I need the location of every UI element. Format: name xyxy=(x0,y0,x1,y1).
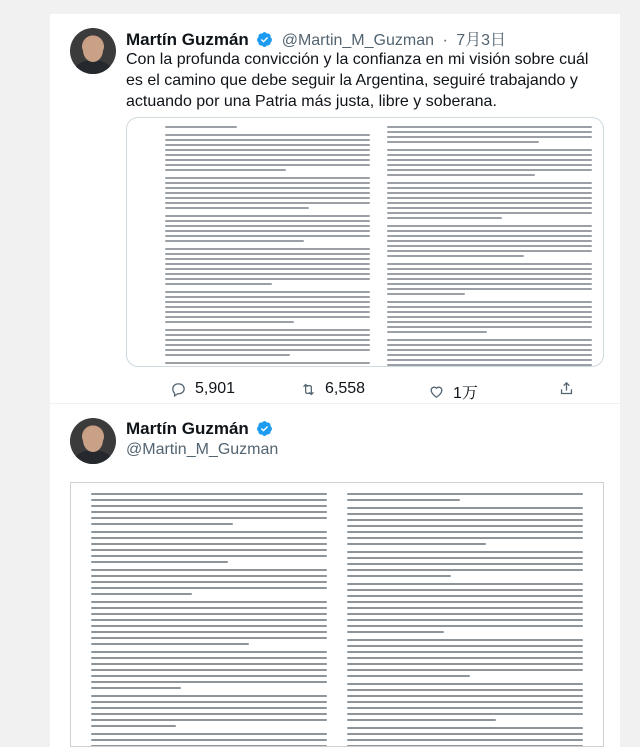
document-text-line xyxy=(165,268,370,270)
document-text-line xyxy=(347,507,583,509)
document-text-line xyxy=(347,695,583,697)
document-text-line xyxy=(165,230,370,232)
document-text-line xyxy=(165,321,294,323)
document-text-line xyxy=(91,675,327,677)
document-text-line xyxy=(91,681,327,683)
document-text-line xyxy=(165,301,370,303)
document-text-line xyxy=(347,669,583,671)
document-text-line xyxy=(347,613,583,615)
document-text-line xyxy=(91,593,192,595)
document-text-line xyxy=(91,587,327,589)
document-text-line xyxy=(165,354,290,356)
document-text-line xyxy=(91,493,327,495)
reply-button[interactable] xyxy=(170,380,235,398)
document-text-line xyxy=(347,531,583,533)
tweet-header xyxy=(126,27,506,50)
document-text-line xyxy=(91,739,327,741)
document-text-line xyxy=(347,739,583,741)
document-text-line xyxy=(347,639,583,641)
document-text-line xyxy=(91,531,327,533)
document-text-line xyxy=(387,207,592,209)
document-preview-card xyxy=(50,404,620,747)
document-text-line xyxy=(165,154,370,156)
document-text-line xyxy=(91,657,327,659)
document-text-line xyxy=(165,197,370,199)
author-name[interactable]: Martín Guzmán xyxy=(126,419,249,438)
document-text-line xyxy=(347,701,583,703)
document-text-line xyxy=(165,149,370,151)
document-text-line xyxy=(347,551,583,553)
document-text-line xyxy=(347,557,583,559)
document-text-line xyxy=(91,575,327,577)
resignation-letter-page xyxy=(70,482,604,747)
document-text-line xyxy=(387,225,592,227)
document-text-line xyxy=(91,505,327,507)
document-text-line xyxy=(387,136,592,138)
document-text-line xyxy=(165,159,370,161)
document-text-line xyxy=(387,250,592,252)
document-text-line xyxy=(165,296,370,298)
document-text-line xyxy=(387,235,592,237)
document-text-line xyxy=(165,202,370,204)
document-text-line xyxy=(91,581,327,583)
document-text-line xyxy=(347,513,583,515)
document-text-line xyxy=(347,719,496,721)
document-text-line xyxy=(387,141,539,143)
document-text-line xyxy=(387,354,592,356)
document-text-line xyxy=(91,651,327,653)
document-text-line xyxy=(165,169,286,171)
document-text-line xyxy=(387,164,592,166)
retweet-button[interactable] xyxy=(300,380,365,398)
document-text-line xyxy=(91,701,327,703)
document-text-line xyxy=(347,499,460,501)
document-text-line xyxy=(165,329,370,331)
document-text-line xyxy=(387,159,592,161)
profile-handle-row xyxy=(126,441,278,459)
document-text-line xyxy=(91,631,327,633)
document-text-line xyxy=(91,707,327,709)
like-button[interactable] xyxy=(428,380,478,403)
document-text-line xyxy=(165,283,272,285)
document-text-line xyxy=(387,349,592,351)
document-text-line xyxy=(91,619,327,621)
document-text-line xyxy=(347,683,583,685)
separator-dot: · xyxy=(442,32,448,49)
document-text-line xyxy=(165,215,370,217)
tweet-date[interactable]: 7月3日 xyxy=(456,32,507,49)
share-button[interactable] xyxy=(558,380,583,397)
document-text-line xyxy=(347,707,583,709)
document-text-line xyxy=(165,144,370,146)
document-text-line xyxy=(347,657,583,659)
document-text-line xyxy=(387,174,535,176)
document-text-line xyxy=(387,359,592,361)
share-icon xyxy=(558,380,575,397)
document-text-line xyxy=(347,663,583,665)
verified-badge-icon xyxy=(256,31,273,48)
document-text-line xyxy=(387,230,592,232)
document-text-line xyxy=(347,625,583,627)
document-text-line xyxy=(347,543,486,545)
document-text-line xyxy=(91,733,327,735)
document-text-line xyxy=(387,339,592,341)
document-text-line xyxy=(347,537,583,539)
document-text-line xyxy=(91,517,327,519)
document-text-line xyxy=(91,713,327,715)
document-text-line xyxy=(387,311,592,313)
document-text-line xyxy=(387,293,465,295)
document-text-line xyxy=(347,675,470,677)
document-text-line xyxy=(387,245,592,247)
author-handle[interactable]: @Martin_M_Guzman xyxy=(281,32,434,49)
document-text-line xyxy=(165,306,370,308)
document-text-line xyxy=(165,362,370,364)
document-text-line xyxy=(347,525,583,527)
document-text-line xyxy=(165,134,370,136)
document-text-line xyxy=(387,278,592,280)
document-text-line xyxy=(387,344,592,346)
document-text-line xyxy=(165,291,370,293)
document-text-line xyxy=(165,177,370,179)
document-text-line xyxy=(91,687,181,689)
retweet-icon xyxy=(300,381,317,398)
document-text-line xyxy=(387,212,592,214)
document-text-line xyxy=(165,263,370,265)
document-text-line xyxy=(387,301,592,303)
document-text-line xyxy=(165,273,370,275)
document-text-line xyxy=(387,321,592,323)
retweet-count: 6,558 xyxy=(325,380,366,397)
document-text-line xyxy=(347,713,583,715)
document-text-line xyxy=(91,637,327,639)
profile-name-row xyxy=(126,419,273,439)
document-text-line xyxy=(165,225,370,227)
document-text-line xyxy=(387,288,592,290)
document-text-line xyxy=(387,283,592,285)
document-text-line xyxy=(387,306,592,308)
document-text-line xyxy=(347,607,583,609)
document-text-line xyxy=(387,126,592,128)
document-text-line xyxy=(347,733,583,735)
document-text-line xyxy=(387,273,592,275)
document-text-line xyxy=(165,220,370,222)
document-text-line xyxy=(347,563,583,565)
document-text-line xyxy=(387,240,592,242)
document-text-line xyxy=(165,139,370,141)
letter-column-left xyxy=(91,493,327,747)
document-text-line xyxy=(347,619,583,621)
avatar[interactable] xyxy=(70,418,116,464)
document-text-line xyxy=(91,569,327,571)
document-text-line xyxy=(387,187,592,189)
document-text-line xyxy=(91,643,249,645)
document-text-line xyxy=(387,149,592,151)
reply-icon xyxy=(170,381,187,398)
document-text-line xyxy=(165,334,370,336)
author-handle[interactable]: @Martin_M_Guzman xyxy=(126,441,279,458)
document-text-line xyxy=(91,499,327,501)
letter-column-right xyxy=(347,493,583,747)
document-text-line xyxy=(91,537,327,539)
document-text-line xyxy=(387,316,592,318)
document-text-line xyxy=(347,727,583,729)
document-text-line xyxy=(387,197,592,199)
document-text-line xyxy=(91,561,228,563)
document-text-line xyxy=(347,651,583,653)
document-text-line xyxy=(347,589,583,591)
document-text-line xyxy=(387,169,592,171)
document-text-line xyxy=(165,240,304,242)
document-text-line xyxy=(387,364,592,366)
document-text-line xyxy=(91,719,327,721)
document-text-line xyxy=(91,625,327,627)
document-text-line xyxy=(91,543,327,545)
avatar[interactable] xyxy=(70,28,116,74)
heart-icon xyxy=(428,383,445,400)
document-text-line xyxy=(387,154,592,156)
document-text-line xyxy=(165,344,370,346)
document-text-line xyxy=(165,278,370,280)
document-text-line xyxy=(165,207,309,209)
verified-badge-icon xyxy=(256,420,273,437)
document-text-line xyxy=(91,523,233,525)
document-text-line xyxy=(165,311,370,313)
document-text-line xyxy=(91,669,327,671)
document-text-line xyxy=(387,131,592,133)
document-text-line xyxy=(165,339,370,341)
document-text-line xyxy=(91,511,327,513)
document-text-line xyxy=(165,349,370,351)
document-text-line xyxy=(387,192,592,194)
document-text-line xyxy=(347,575,451,577)
document-text-line xyxy=(387,202,592,204)
document-text-line xyxy=(347,601,583,603)
document-text-line xyxy=(387,217,502,219)
document-text-line xyxy=(165,126,237,128)
document-text-line xyxy=(91,725,176,727)
document-text-line xyxy=(387,182,592,184)
document-text-line xyxy=(347,645,583,647)
document-text-line xyxy=(387,331,487,333)
document-text-line xyxy=(347,631,444,633)
document-text-line xyxy=(165,235,370,237)
document-text-line xyxy=(347,519,583,521)
document-text-line xyxy=(91,613,327,615)
document-text-line xyxy=(91,601,327,603)
document-text-line xyxy=(91,695,327,697)
document-text-line xyxy=(387,268,592,270)
tweet-card[interactable] xyxy=(50,14,620,403)
document-text-line xyxy=(347,569,583,571)
document-text-line xyxy=(347,595,583,597)
document-text-line xyxy=(165,258,370,260)
document-text-line xyxy=(387,263,592,265)
document-text-line xyxy=(91,607,327,609)
document-text-line xyxy=(347,689,583,691)
author-name[interactable]: Martín Guzmán xyxy=(126,30,249,49)
document-text-line xyxy=(387,255,524,257)
document-text-line xyxy=(165,192,370,194)
document-column-right xyxy=(387,126,592,358)
document-text-line xyxy=(165,187,370,189)
document-text-line xyxy=(165,248,370,250)
attached-document-image[interactable] xyxy=(126,117,604,367)
document-column-left xyxy=(165,126,370,358)
document-text-line xyxy=(165,164,370,166)
reply-count: 5,901 xyxy=(195,380,236,397)
like-count: 1万 xyxy=(453,385,478,402)
document-text-line xyxy=(165,182,370,184)
document-text-line xyxy=(387,326,592,328)
tweet-text: Con la profunda convicción y la confianza en mi visión sobre cuál es el camino que debe seguir la Argentina, seguiré trabajando y actuando por una Patria más justa, libre y soberana. xyxy=(126,51,589,110)
document-text-line xyxy=(347,583,583,585)
document-text-line xyxy=(91,663,327,665)
document-text-line xyxy=(91,549,327,551)
document-text-line xyxy=(91,555,327,557)
document-text-line xyxy=(165,253,370,255)
document-text-line xyxy=(347,493,583,495)
document-text-line xyxy=(165,316,370,318)
